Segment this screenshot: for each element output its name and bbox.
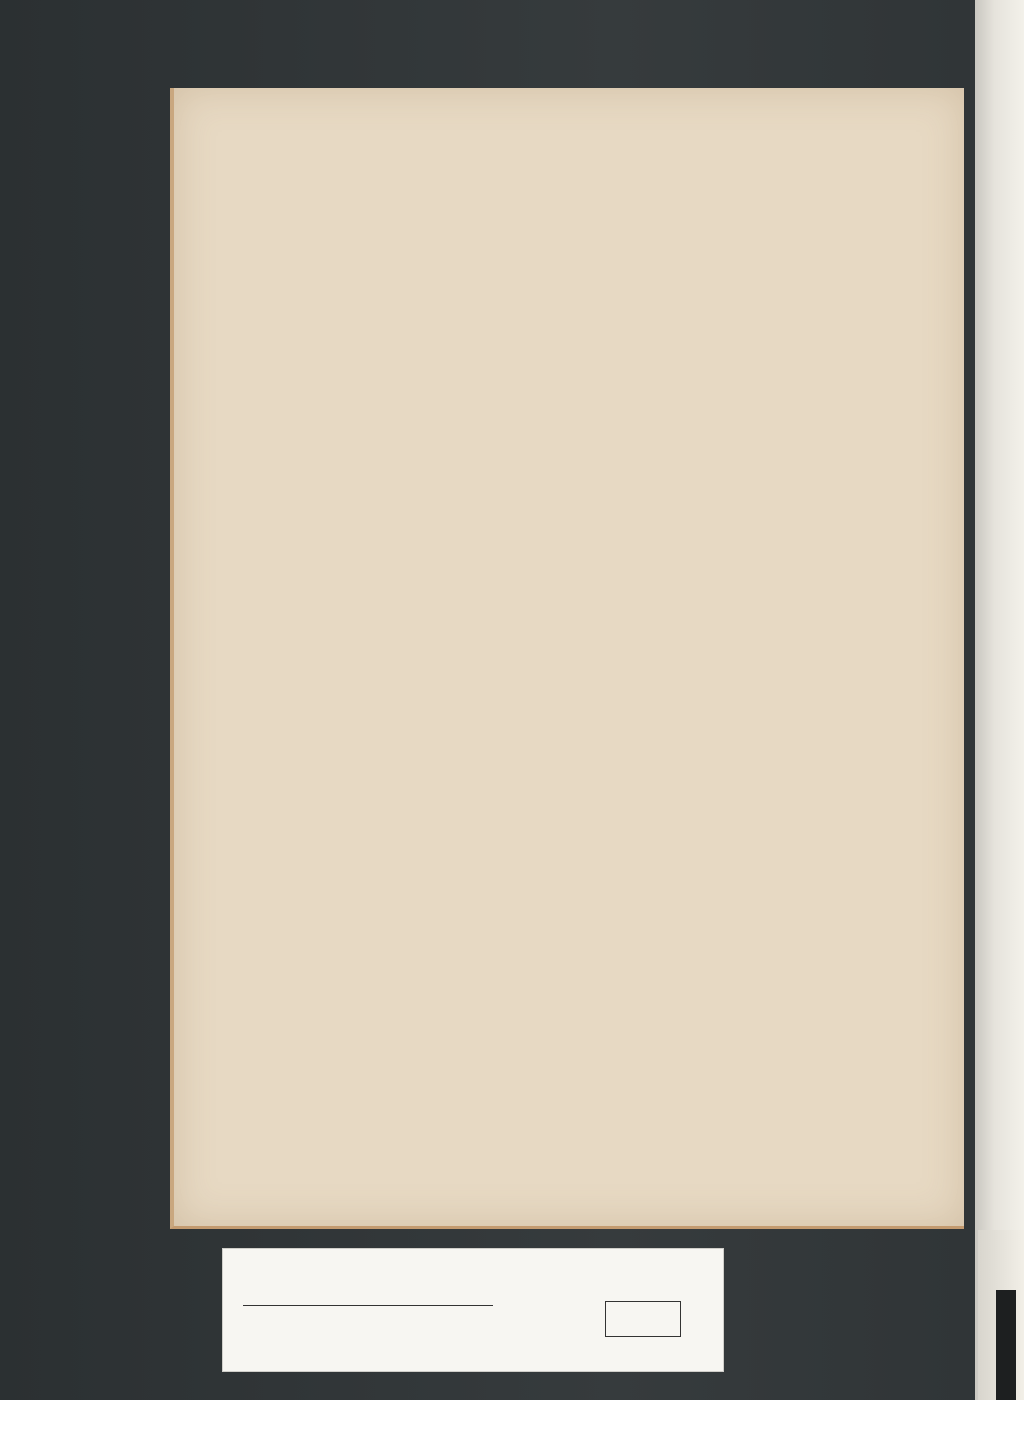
scale-ruler: [243, 1305, 493, 1341]
footer-bar: [0, 1400, 1024, 1449]
ruler-baseline: [243, 1305, 493, 1306]
spine-label-strip: [996, 1290, 1016, 1400]
gray-scale-swatches: [605, 1301, 681, 1337]
hab-logo-icon: [6, 1410, 46, 1440]
book-spine-edge: [978, 1230, 1024, 1400]
adjacent-page-edge: [975, 0, 1024, 1400]
book-page: [170, 88, 964, 1229]
library-color-card: [222, 1248, 724, 1372]
page-text: [317, 134, 947, 154]
